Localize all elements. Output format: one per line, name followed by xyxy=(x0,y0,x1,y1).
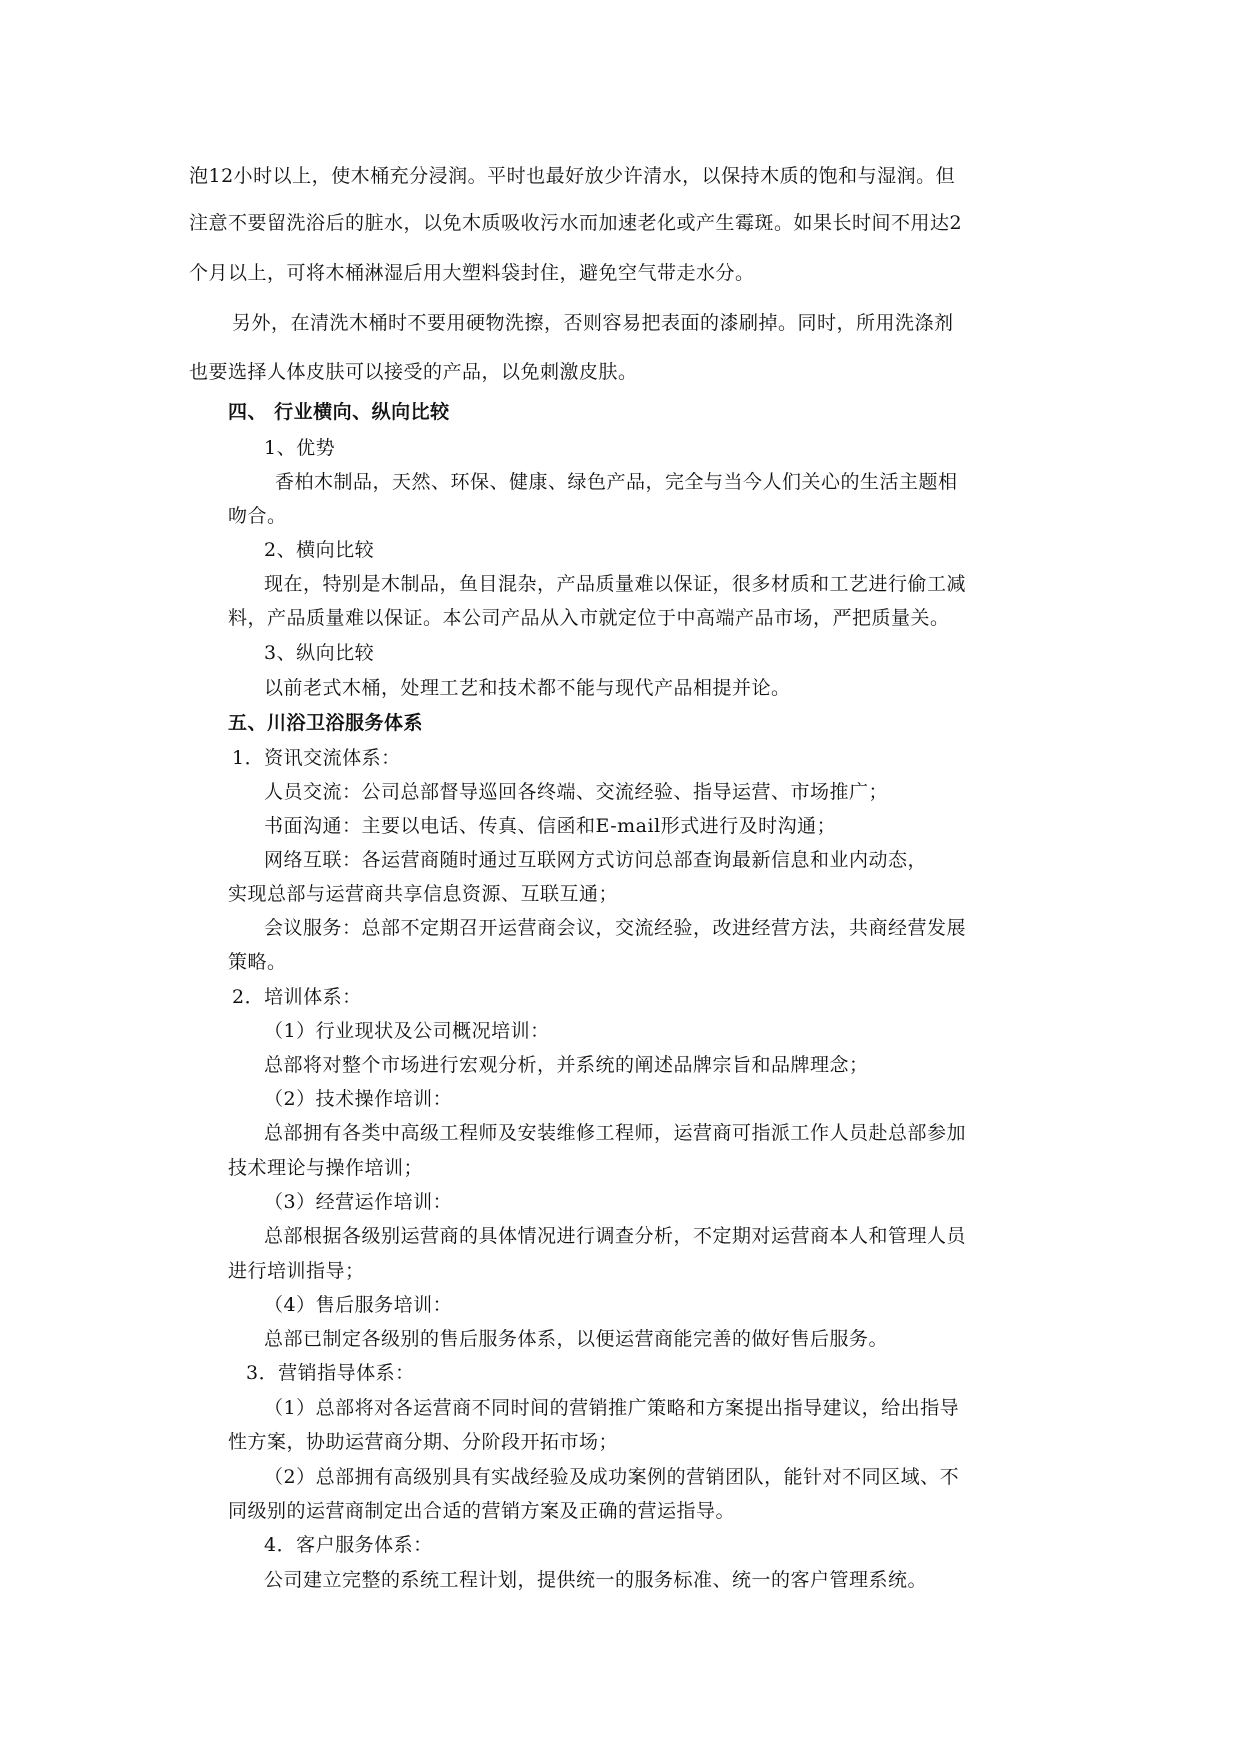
subsection-heading: 1．资讯交流体系： xyxy=(232,747,401,769)
paragraph-line: 书面沟通：主要以电话、传真、信函和E-mail形式进行及时沟通； xyxy=(264,815,837,837)
paragraph-line: 料，产品质量难以保证。本公司产品从入市就定位于中高端产品市场，严把质量关。 xyxy=(228,607,950,629)
paragraph-line: 注意不要留洗浴后的脏水，以免木质吸收污水而加速老化或产生霉斑。如果长时间不用达2 xyxy=(189,212,963,234)
section-heading: 四、 行业横向、纵向比较 xyxy=(228,401,450,423)
paragraph-line: 人员交流：公司总部督导巡回各终端、交流经验、指导运营、市场推广； xyxy=(264,781,889,803)
paragraph-line: 总部拥有各类中高级工程师及安装维修工程师，运营商可指派工作人员赴总部参加 xyxy=(264,1122,967,1144)
item-heading: （1）行业现状及公司概况培训： xyxy=(264,1020,550,1042)
paragraph-line: 总部根据各级别运营商的具体情况进行调查分析，不定期对运营商本人和管理人员 xyxy=(264,1225,967,1247)
paragraph-line: 技术理论与操作培训； xyxy=(228,1157,424,1179)
paragraph-line: 现在，特别是木制品，鱼目混杂，产品质量难以保证，很多材质和工艺进行偷工减 xyxy=(264,573,967,595)
subsection-heading: 2、横向比较 xyxy=(264,539,375,561)
paragraph-line: 网络互联：各运营商随时通过互联网方式访问总部查询最新信息和业内动态， xyxy=(264,849,928,871)
paragraph-line: 另外，在清洗木桶时不要用硬物洗擦，否则容易把表面的漆刷掉。同时，所用洗涤剂 xyxy=(232,312,954,334)
paragraph-line: 总部已制定各级别的售后服务体系，以便运营商能完善的做好售后服务。 xyxy=(264,1328,889,1350)
paragraph-line: 进行培训指导； xyxy=(228,1260,365,1282)
subsection-heading: 1、优势 xyxy=(264,437,336,459)
paragraph-line: 公司建立完整的系统工程计划，提供统一的服务标准、统一的客户管理系统。 xyxy=(264,1569,928,1591)
subsection-heading: 3．营销指导体系： xyxy=(246,1362,415,1384)
paragraph-line: 策略。 xyxy=(228,951,287,973)
paragraph-line: 会议服务：总部不定期召开运营商会议，交流经验，改进经营方法，共商经营发展 xyxy=(264,917,967,939)
item-heading: （2）技术操作培训： xyxy=(264,1088,453,1110)
subsection-heading: 2．培训体系： xyxy=(232,986,362,1008)
section-heading: 五、川浴卫浴服务体系 xyxy=(228,712,424,734)
paragraph-line: 泡12小时以上，使木桶充分浸润。平时也最好放少许清水，以保持木质的饱和与湿润。但 xyxy=(189,165,956,187)
paragraph-line: 性方案，协助运营商分期、分阶段开拓市场； xyxy=(228,1431,619,1453)
paragraph-line: 实现总部与运营商共享信息资源、互联互通； xyxy=(228,883,619,905)
subsection-heading: 3、纵向比较 xyxy=(264,642,375,664)
item-heading: （4）售后服务培训： xyxy=(264,1294,453,1316)
paragraph-line: 个月以上，可将木桶淋湿后用大塑料袋封住，避免空气带走水分。 xyxy=(189,262,755,284)
paragraph-line: 以前老式木桶，处理工艺和技术都不能与现代产品相提并论。 xyxy=(264,677,791,699)
paragraph-line: （1）总部将对各运营商不同时间的营销推广策略和方案提出指导建议，给出指导 xyxy=(264,1397,960,1419)
paragraph-line: 总部将对整个市场进行宏观分析，并系统的阐述品牌宗旨和品牌理念； xyxy=(264,1054,869,1076)
item-heading: （3）经营运作培训： xyxy=(264,1191,453,1213)
paragraph-line: （2）总部拥有高级别具有实战经验及成功案例的营销团队，能针对不同区域、不 xyxy=(264,1466,960,1488)
paragraph-line: 吻合。 xyxy=(228,505,287,527)
subsection-heading: 4．客户服务体系： xyxy=(264,1534,433,1556)
paragraph-line: 也要选择人体皮肤可以接受的产品，以免刺激皮肤。 xyxy=(189,361,638,383)
paragraph-line: 香柏木制品，天然、环保、健康、绿色产品，完全与当今人们关心的生活主题相 xyxy=(275,471,958,493)
paragraph-line: 同级别的运营商制定出合适的营销方案及正确的营运指导。 xyxy=(228,1500,736,1522)
